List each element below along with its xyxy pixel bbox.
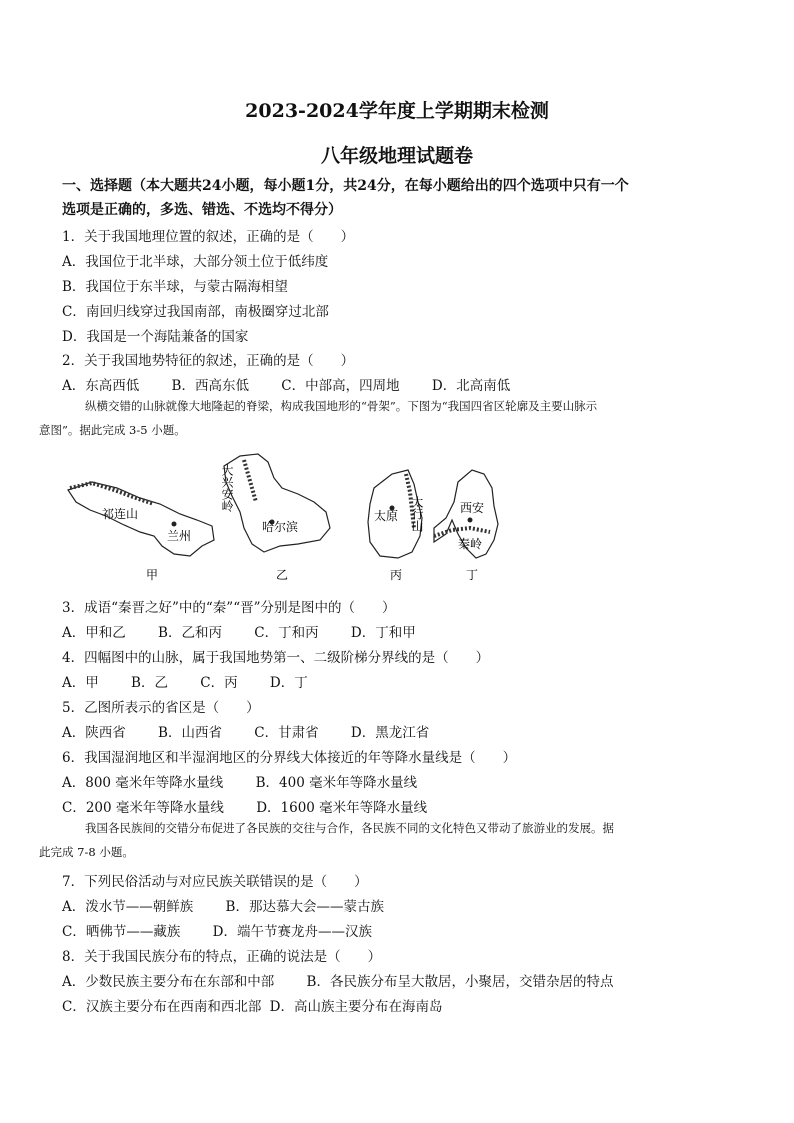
q5-stem: 5．乙图所表示的省区是（ ） bbox=[62, 700, 260, 716]
q7-options-row1 bbox=[62, 895, 412, 915]
q5-option-a: A．陕西省 bbox=[62, 725, 126, 741]
q5-option-b: B．山西省 bbox=[158, 725, 222, 741]
q8-stem: 8．关于我国民族分布的特点，正确的说法是（ ） bbox=[62, 949, 382, 965]
q3-option-b: B．乙和丙 bbox=[158, 625, 222, 641]
q7-option-d: D．端午节赛龙舟——汉族 bbox=[212, 924, 372, 940]
q8-option-b: B．各民族分布呈大散居，小聚居，交错杂居的特点 bbox=[306, 974, 614, 990]
q1-option-a: A．我国位于北半球，大部分领土位于低纬度 bbox=[62, 254, 329, 270]
map-yi-label: 乙 bbox=[276, 568, 289, 582]
q3-options bbox=[62, 621, 444, 641]
q6-options-row2 bbox=[62, 796, 455, 816]
q7-option-c: C．晒佛节——藏族 bbox=[62, 924, 181, 940]
map-jia-city: 兰州 bbox=[167, 529, 192, 543]
map-bing-city: 太原 bbox=[374, 509, 399, 523]
passage-mountains bbox=[39, 394, 738, 442]
q2-stem: 2．关于我国地势特征的叙述，正确的是（ ） bbox=[62, 353, 355, 369]
map-bing-label: 丙 bbox=[390, 568, 403, 582]
q8-options-row2 bbox=[62, 995, 470, 1015]
map-jia bbox=[68, 482, 214, 582]
province-maps-svg bbox=[62, 448, 738, 588]
map-yi-city: 哈尔滨 bbox=[262, 520, 299, 534]
q4-stem: 4．四幅图中的山脉，属于我国地势第一、二级阶梯分界线的是（ ） bbox=[62, 650, 490, 666]
q6-option-c: C．200 毫米年等降水量线 bbox=[62, 800, 224, 816]
map-yi-mountain: 大兴安岭 bbox=[220, 464, 234, 512]
q6-options-row1 bbox=[62, 771, 445, 791]
q4-option-c: C．丙 bbox=[200, 675, 238, 691]
q3-stem: 3．成语“秦晋之好”中的“秦”“晋”分别是图中的（ ） bbox=[62, 600, 396, 616]
q6-stem: 6．我国湿润地区和半湿润地区的分界线大体接近的年等降水量线是（ ） bbox=[62, 750, 517, 766]
exam-subtitle: 八年级地理试题卷 bbox=[320, 145, 473, 167]
map-jia-mountain: 祁连山 bbox=[102, 507, 139, 521]
q4-option-b: B．乙 bbox=[131, 675, 168, 691]
passage-line-2: 意图”。据此完成 3-5 小题。 bbox=[39, 423, 186, 437]
province-maps-figure bbox=[62, 448, 738, 588]
map-bing bbox=[368, 470, 424, 582]
section-heading-cont: 选项是正确的，多选、错选、不选均不得分） bbox=[62, 202, 342, 218]
q1-stem: 1．关于我国地理位置的叙述，正确的是（ ） bbox=[62, 229, 355, 245]
q7-options-row2 bbox=[62, 920, 400, 940]
q6-option-d: D．1600 毫米年等降水量线 bbox=[256, 800, 428, 816]
q7-option-a: A．泼水节——朝鲜族 bbox=[62, 899, 194, 915]
q3-option-a: A．甲和乙 bbox=[62, 625, 126, 641]
q2-option-c: C．中部高，四周地 bbox=[281, 378, 400, 394]
q7-option-b: B．那达慕大会——蒙古族 bbox=[225, 899, 384, 915]
q8-option-d: D．高山族主要分布在海南岛 bbox=[269, 999, 443, 1015]
exam-title: 2023-2024学年度上学期期末检测 bbox=[245, 100, 549, 122]
q5-option-c: C．甘肃省 bbox=[254, 725, 319, 741]
q8-option-a: A．少数民族主要分布在东部和中部 bbox=[62, 974, 275, 990]
q1-option-b: B．我国位于东半球，与蒙古隔海相望 bbox=[62, 279, 288, 295]
q5-option-d: D．黑龙江省 bbox=[350, 725, 430, 741]
passage-ethnic bbox=[39, 816, 738, 864]
q1-option-c: C．南回归线穿过我国南部，南极圈穿过北部 bbox=[62, 304, 329, 320]
q2-option-d: D．北高南低 bbox=[431, 378, 511, 394]
map-bing-mountain: 太行山 bbox=[410, 496, 424, 532]
passage2-line-2: 此完成 7-8 小题。 bbox=[39, 845, 134, 859]
passage-line-1: 纵横交错的山脉就像大地隆起的脊梁，构成我国地形的“骨架”。下图为“我国四省区轮廓及主要山脉示 bbox=[85, 399, 598, 413]
map-jia-label: 甲 bbox=[146, 568, 159, 582]
q3-option-d: D．丁和甲 bbox=[350, 625, 416, 641]
q2-option-a: A．东高西低 bbox=[62, 378, 140, 394]
q8-options-row1 bbox=[62, 970, 641, 990]
q5-options bbox=[62, 721, 457, 741]
map-ding-city: 西安 bbox=[460, 501, 485, 515]
q3-option-c: C．丁和丙 bbox=[254, 625, 319, 641]
q6-option-b: B．400 毫米年等降水量线 bbox=[255, 775, 418, 791]
section-heading: 一、选择题（本大题共24小题，每小题1分，共24分，在每小题给出的四个选项中只有一个 bbox=[62, 178, 629, 194]
q4-options bbox=[62, 671, 336, 691]
q4-option-d: D．丁 bbox=[269, 675, 308, 691]
map-yi bbox=[220, 454, 330, 582]
map-ding-mountain: 秦岭 bbox=[458, 537, 483, 551]
q7-stem: 7．下列民俗活动与对应民族关联错误的是（ ） bbox=[62, 874, 368, 890]
q6-option-a: A．800 毫米年等降水量线 bbox=[62, 775, 224, 791]
q1-option-d: D．我国是一个海陆兼备的国家 bbox=[62, 329, 249, 345]
q4-option-a: A．甲 bbox=[62, 675, 99, 691]
map-ding bbox=[434, 470, 498, 582]
q8-option-c: C．汉族主要分布在西南和西北部 bbox=[62, 999, 262, 1015]
passage2-line-1: 我国各民族间的交错分布促进了各民族的交往与合作，各民族不同的文化特色又带动了旅游业的发展。据 bbox=[85, 821, 614, 835]
map-ding-label: 丁 bbox=[466, 568, 479, 582]
q2-option-b: B．西高东低 bbox=[171, 378, 249, 394]
q2-options bbox=[62, 374, 538, 394]
